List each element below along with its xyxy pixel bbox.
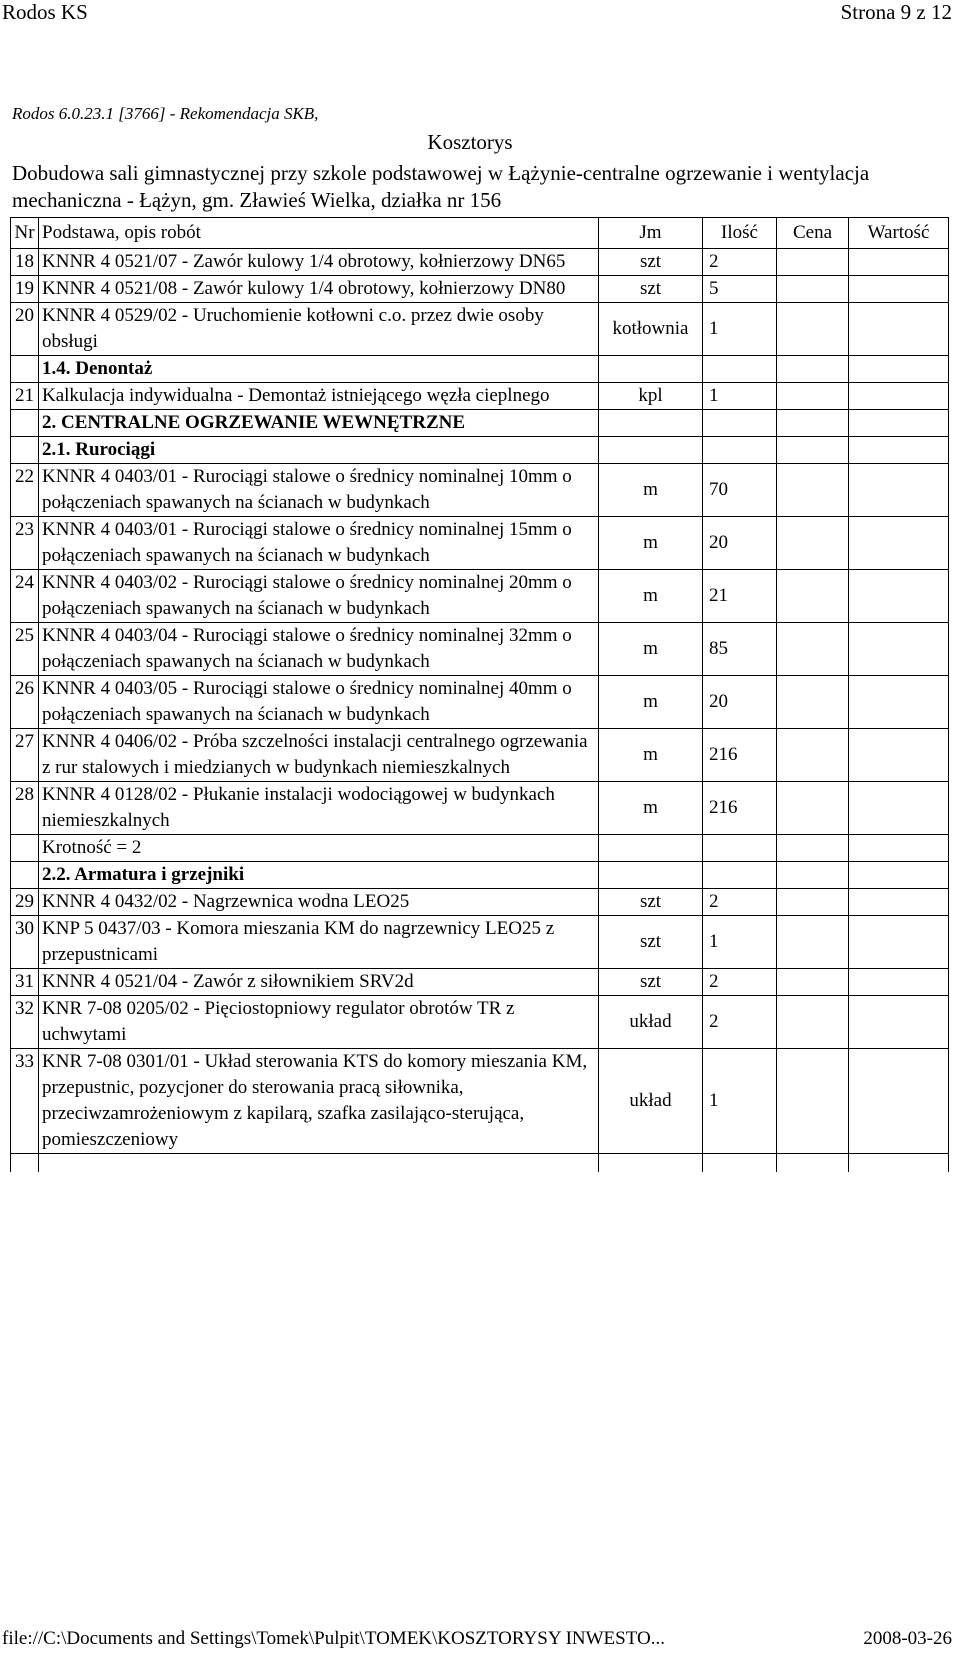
row-cena — [777, 782, 849, 835]
row-opis: KNNR 4 0529/02 - Uruchomienie kotłowni c.o. przez dwie osoby obsługi — [39, 303, 599, 356]
row-cena — [777, 623, 849, 676]
row-wartosc — [849, 782, 949, 835]
row-jm: kotłownia — [599, 303, 703, 356]
row-nr — [11, 410, 39, 437]
row-wartosc — [849, 889, 949, 916]
row-opis: KNNR 4 0521/08 - Zawór kulowy 1/4 obrotowy, kołnierzowy DN80 — [39, 276, 599, 303]
row-cena — [777, 1049, 849, 1154]
table-row — [11, 570, 949, 623]
row-ilosc: 216 — [703, 782, 777, 835]
row-jm: m — [599, 676, 703, 729]
section-title: 2.2. Armatura i grzejniki — [39, 862, 599, 889]
row-ilosc: 2 — [703, 996, 777, 1049]
row-opis: KNR 7-08 0301/01 - Układ sterowania KTS do komory mieszania KM, przepustnic, pozycjoner do sterowania pracą siłownika, przeciwzamrożeniowym z kapilarą, szafka zasilająco-sterująca, pomieszczeniowy — [39, 1049, 599, 1154]
row-ilosc: 70 — [703, 464, 777, 517]
row-wartosc — [849, 410, 949, 437]
project-description: Dobudowa sali gimnastycznej przy szkole podstawowej w Łążynie-centralne ogrzewanie i wentylacja mechaniczna - Łążyn, gm. Zławieś Wielka, działka nr 156 — [12, 161, 870, 212]
row-ilosc — [703, 356, 777, 383]
row-jm: szt — [599, 916, 703, 969]
table-row — [11, 383, 949, 410]
document-title: Kosztorys — [427, 130, 513, 154]
row-ilosc — [703, 410, 777, 437]
row-nr: 20 — [11, 303, 39, 356]
row-ilosc — [703, 835, 777, 862]
row-nr: 32 — [11, 996, 39, 1049]
row-ilosc — [703, 862, 777, 889]
row-nr: 19 — [11, 276, 39, 303]
row-wartosc — [849, 916, 949, 969]
cost-table — [10, 217, 949, 1172]
row-opis: KNNR 4 0406/02 - Próba szczelności instalacji centralnego ogrzewania z rur stalowych i miedzianych w budynkach niemieszkalnych — [39, 729, 599, 782]
row-cena — [777, 303, 849, 356]
row-wartosc — [849, 676, 949, 729]
row-wartosc — [849, 862, 949, 889]
row-jm: szt — [599, 249, 703, 276]
row-wartosc — [849, 517, 949, 570]
section-title: 2. CENTRALNE OGRZEWANIE WEWNĘTRZNE — [39, 410, 599, 437]
row-nr: 23 — [11, 517, 39, 570]
row-ilosc: 2 — [703, 249, 777, 276]
row-cena — [777, 383, 849, 410]
table-row — [11, 303, 949, 356]
row-opis: KNNR 4 0521/04 - Zawór z siłownikiem SRV2d — [39, 969, 599, 996]
note-row — [11, 835, 949, 862]
table-row — [11, 276, 949, 303]
column-header-cena: Cena — [777, 218, 849, 249]
table-row — [11, 889, 949, 916]
row-jm: m — [599, 729, 703, 782]
row-wartosc — [849, 1049, 949, 1154]
column-header-nr: Nr — [11, 218, 39, 249]
table-row — [11, 996, 949, 1049]
row-cena — [777, 570, 849, 623]
row-ilosc: 1 — [703, 383, 777, 410]
row-nr: 18 — [11, 249, 39, 276]
column-header-ilosc: Ilość — [703, 218, 777, 249]
row-wartosc — [849, 276, 949, 303]
row-opis: KNNR 4 0403/02 - Rurociągi stalowe o średnicy nominalnej 20mm o połączeniach spawanych na ścianach w budynkach — [39, 570, 599, 623]
row-jm — [599, 410, 703, 437]
row-cena — [777, 996, 849, 1049]
section-title: 1.4. Denontaż — [39, 356, 599, 383]
row-opis: KNNR 4 0403/01 - Rurociągi stalowe o średnicy nominalnej 15mm o połączeniach spawanych na ścianach w budynkach — [39, 517, 599, 570]
empty-cell — [599, 1154, 703, 1173]
table-header-row — [11, 218, 949, 249]
row-ilosc: 20 — [703, 676, 777, 729]
row-nr: 21 — [11, 383, 39, 410]
row-jm — [599, 437, 703, 464]
table-row — [11, 916, 949, 969]
row-ilosc: 1 — [703, 303, 777, 356]
row-jm — [599, 835, 703, 862]
row-ilosc: 5 — [703, 276, 777, 303]
row-ilosc: 2 — [703, 889, 777, 916]
row-nr — [11, 356, 39, 383]
table-row — [11, 249, 949, 276]
table-row — [11, 1049, 949, 1154]
note-text: Krotność = 2 — [39, 835, 599, 862]
row-jm: m — [599, 623, 703, 676]
row-wartosc — [849, 464, 949, 517]
table-row — [11, 464, 949, 517]
row-cena — [777, 517, 849, 570]
column-header-opis: Podstawa, opis robót — [39, 218, 599, 249]
row-cena — [777, 410, 849, 437]
section-row — [11, 437, 949, 464]
row-jm — [599, 862, 703, 889]
row-nr: 26 — [11, 676, 39, 729]
row-cena — [777, 916, 849, 969]
row-nr: 22 — [11, 464, 39, 517]
row-cena — [777, 969, 849, 996]
table-row — [11, 969, 949, 996]
row-cena — [777, 862, 849, 889]
table-row — [11, 676, 949, 729]
row-wartosc — [849, 570, 949, 623]
program-version: Rodos 6.0.23.1 [3766] - Rekomendacja SKB, — [12, 104, 319, 123]
row-wartosc — [849, 835, 949, 862]
row-ilosc: 1 — [703, 916, 777, 969]
row-ilosc: 1 — [703, 1049, 777, 1154]
row-ilosc: 21 — [703, 570, 777, 623]
row-ilosc: 20 — [703, 517, 777, 570]
print-date: 2008-03-26 — [863, 1628, 952, 1649]
row-nr: 28 — [11, 782, 39, 835]
row-jm: układ — [599, 996, 703, 1049]
row-nr: 33 — [11, 1049, 39, 1154]
row-wartosc — [849, 996, 949, 1049]
row-jm: szt — [599, 276, 703, 303]
row-opis: Kalkulacja indywidualna - Demontaż istniejącego węzła cieplnego — [39, 383, 599, 410]
row-cena — [777, 889, 849, 916]
row-cena — [777, 464, 849, 517]
row-nr — [11, 835, 39, 862]
section-row — [11, 862, 949, 889]
row-nr: 27 — [11, 729, 39, 782]
row-opis: KNP 5 0437/03 - Komora mieszania KM do nagrzewnicy LEO25 z przepustnicami — [39, 916, 599, 969]
row-nr: 25 — [11, 623, 39, 676]
row-wartosc — [849, 623, 949, 676]
empty-cell — [11, 1154, 39, 1173]
section-row — [11, 410, 949, 437]
row-jm: szt — [599, 889, 703, 916]
row-wartosc — [849, 303, 949, 356]
row-opis: KNR 7-08 0205/02 - Pięciostopniowy regulator obrotów TR z uchwytami — [39, 996, 599, 1049]
row-wartosc — [849, 383, 949, 410]
row-jm: kpl — [599, 383, 703, 410]
row-opis: KNNR 4 0403/01 - Rurociągi stalowe o średnicy nominalnej 10mm o połączeniach spawanych na ścianach w budynkach — [39, 464, 599, 517]
empty-cell — [849, 1154, 949, 1173]
empty-cell — [703, 1154, 777, 1173]
row-cena — [777, 249, 849, 276]
row-opis: KNNR 4 0403/04 - Rurociągi stalowe o średnicy nominalnej 32mm o połączeniach spawanych na ścianach w budynkach — [39, 623, 599, 676]
row-jm: m — [599, 517, 703, 570]
empty-cell — [777, 1154, 849, 1173]
row-nr: 31 — [11, 969, 39, 996]
file-path: file://C:\Documents and Settings\Tomek\Pulpit\TOMEK\KOSZTORYSY INWESTO... — [2, 1628, 665, 1649]
table-row — [11, 782, 949, 835]
row-cena — [777, 835, 849, 862]
row-jm: m — [599, 464, 703, 517]
page-number: Strona 9 z 12 — [840, 0, 952, 24]
row-wartosc — [849, 437, 949, 464]
row-cena — [777, 437, 849, 464]
section-row — [11, 356, 949, 383]
column-header-jm: Jm — [599, 218, 703, 249]
row-opis: KNNR 4 0432/02 - Nagrzewnica wodna LEO25 — [39, 889, 599, 916]
continuation-row — [11, 1154, 949, 1173]
row-nr — [11, 862, 39, 889]
row-jm: szt — [599, 969, 703, 996]
row-wartosc — [849, 356, 949, 383]
row-wartosc — [849, 969, 949, 996]
row-jm: m — [599, 782, 703, 835]
row-nr: 24 — [11, 570, 39, 623]
row-ilosc: 2 — [703, 969, 777, 996]
row-nr — [11, 437, 39, 464]
row-nr: 30 — [11, 916, 39, 969]
row-ilosc: 85 — [703, 623, 777, 676]
row-nr: 29 — [11, 889, 39, 916]
row-ilosc — [703, 437, 777, 464]
section-title: 2.1. Rurociągi — [39, 437, 599, 464]
table-row — [11, 729, 949, 782]
column-header-wartosc: Wartość — [849, 218, 949, 249]
row-jm: układ — [599, 1049, 703, 1154]
table-row — [11, 517, 949, 570]
row-cena — [777, 356, 849, 383]
row-jm — [599, 356, 703, 383]
row-cena — [777, 676, 849, 729]
row-opis: KNNR 4 0403/05 - Rurociągi stalowe o średnicy nominalnej 40mm o połączeniach spawanych na ścianach w budynkach — [39, 676, 599, 729]
table-row — [11, 623, 949, 676]
row-cena — [777, 276, 849, 303]
row-opis: KNNR 4 0521/07 - Zawór kulowy 1/4 obrotowy, kołnierzowy DN65 — [39, 249, 599, 276]
row-opis: KNNR 4 0128/02 - Płukanie instalacji wodociągowej w budynkach niemieszkalnych — [39, 782, 599, 835]
row-wartosc — [849, 249, 949, 276]
page-header-left: Rodos KS — [2, 0, 88, 24]
row-wartosc — [849, 729, 949, 782]
row-cena — [777, 729, 849, 782]
row-jm: m — [599, 570, 703, 623]
row-ilosc: 216 — [703, 729, 777, 782]
empty-cell — [39, 1154, 599, 1173]
